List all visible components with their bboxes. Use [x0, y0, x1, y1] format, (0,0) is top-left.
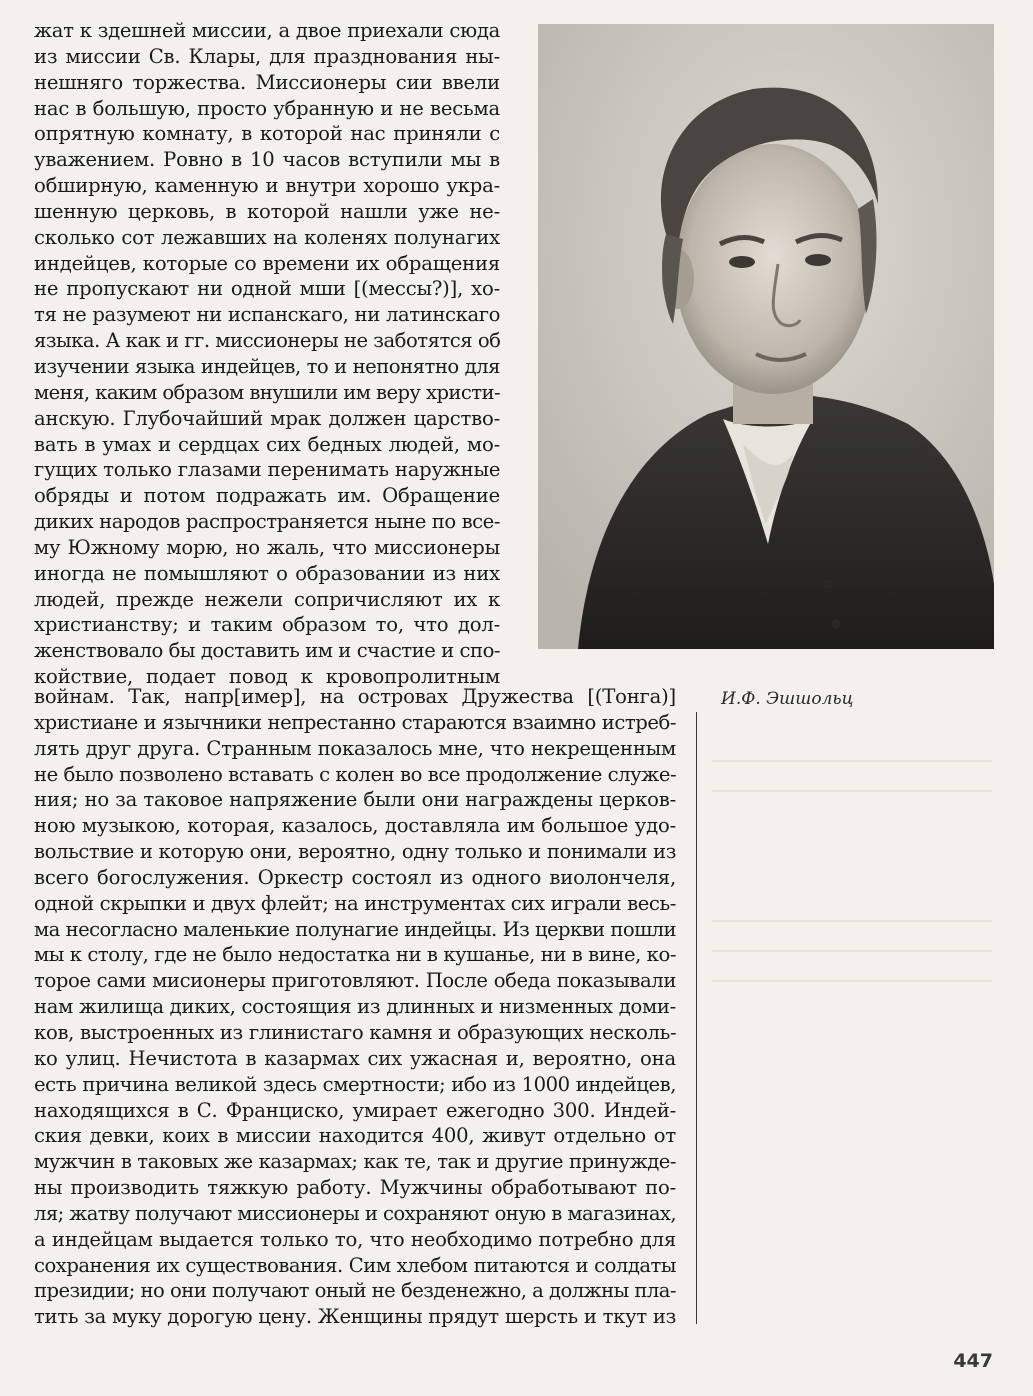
text-line: из миссии Св. Клары, для празднования ны-: [34, 44, 500, 68]
text-line: обширную, каменную и внутри хорошо укра-: [34, 174, 500, 198]
text-line: ския девки, коих в миссии находится 400, живут отдельно от: [34, 1124, 676, 1148]
page-number: 447: [953, 1350, 993, 1372]
text-line: людей, прежде нежели сопричисляют их к: [34, 587, 500, 611]
text-line: шенную церковь, в которой нашли уже не-: [34, 199, 500, 223]
text-line: вольствие и которую они, вероятно, одну только и понимали из: [34, 840, 676, 864]
text-line: койствие, подает повод к кровопролитным: [34, 665, 500, 689]
text-line: есть причина великой здесь смертности; ибо из 1000 индейцев,: [34, 1072, 676, 1096]
text-line: торое сами мисионеры приготовляют. После обеда показывали: [34, 969, 676, 993]
text-line: ния; но за таковое напряжение были они награждены церков-: [34, 788, 676, 812]
portrait-caption: И.Ф. Эшшольц: [721, 689, 854, 709]
text-line: тить за муку дорогую цену. Женщины прядут шерсть и ткут из: [34, 1305, 676, 1329]
text-line: лять друг друга. Странным показалось мне, что некрещенным: [34, 736, 676, 760]
text-line: одной скрыпки и двух флейт; на инструментах сих играли весь-: [34, 891, 676, 915]
text-line: находящихся в С. Франциско, умирает ежегодно 300. Индей-: [34, 1098, 676, 1122]
text-line: гущих только глазами перенимать наружные: [34, 458, 501, 482]
text-line: мы к столу, где не было недостатка ни в кушанье, ни в вине, ко-: [34, 943, 676, 967]
show-through-line: [712, 920, 992, 922]
show-through-line: [712, 980, 992, 982]
show-through-line: [712, 950, 992, 952]
text-line: уважением. Ровно в 10 часов вступили мы в: [34, 148, 500, 172]
portrait-image: [538, 24, 994, 649]
text-line: а индейцам выдается только то, что необходимо потребно для: [34, 1227, 676, 1251]
text-line: нешняго торжества. Миссионеры сии ввели: [34, 70, 500, 94]
text-line: женствовало бы доставить им и счастие и спо-: [34, 639, 500, 663]
text-line: индейцев, которые со времени их обращения: [34, 251, 500, 275]
text-line: обряды и потом подражать им. Обращение: [34, 484, 500, 508]
text-column-top: [34, 18, 500, 690]
text-line: ля; жатву получают миссионеры и сохраняют оную в магазинах,: [34, 1201, 676, 1225]
margin-rule: [696, 712, 697, 1324]
text-column-bottom: [34, 684, 676, 1330]
text-line: анскую. Глубочайший мрак должен царство-: [34, 406, 500, 430]
text-line: меня, каким образом внушили им веру христи-: [34, 380, 500, 404]
text-line: языка. А как и гг. миссионеры не заботятся об: [34, 329, 501, 353]
text-line: войнам. Так, напр[имер], на островах Дружества [(Тонга)]: [34, 685, 676, 708]
text-line: изучении языка индейцев, то и непонятно для: [34, 354, 500, 378]
text-line: сохранения их существования. Сим хлебом питаются и солдаты: [34, 1253, 676, 1277]
text-line: не было позволено вставать с колен во все продолжение служе-: [34, 762, 677, 786]
text-line: диких народов распространяется ныне по все-: [34, 510, 500, 534]
text-line: христиане и язычники непрестанно стараются взаимно истреб-: [34, 710, 676, 734]
text-line: президии; но они получают оный не безденежно, а должны пла-: [34, 1279, 676, 1303]
text-line: ко улиц. Нечистота в казармах сих ужасная и, вероятно, она: [34, 1046, 676, 1070]
portrait-drawing: [538, 24, 994, 649]
text-line: нас в большую, просто убранную и не весьма: [34, 96, 500, 120]
text-line: ков, выстроенных из глинистаго камня и образующих несколь-: [34, 1020, 677, 1044]
text-line: опрятную комнату, в которой нас приняли с: [34, 122, 500, 146]
text-line: вать в умах и сердцах сих бедных людей, мо-: [34, 432, 500, 456]
text-line: иногда не помышляют о образовании из них: [34, 561, 500, 585]
text-line: тя не разумеют ни испанскаго, ни латинскаго: [34, 303, 500, 327]
text-line: христианству; и таким образом то, что дол-: [34, 613, 500, 637]
text-line: ма несогласно маленькие полунагие индейцы. Из церкви пошли: [34, 917, 676, 941]
text-line: всего богослужения. Оркестр состоял из одного виолончеля,: [34, 865, 676, 889]
text-line: нам жилища диких, состоящия из длинных и низменных доми-: [34, 995, 676, 1019]
text-line: мужчин в таковых же казармах; как те, так и другие принужде-: [34, 1150, 676, 1174]
show-through-line: [712, 760, 992, 762]
text-line: не пропускают ни одной мши [(мессы?)], хо-: [34, 277, 500, 301]
text-line: жат к здешней миссии, а двое приехали сюда: [34, 19, 500, 42]
show-through-line: [712, 790, 992, 792]
text-line: му Южному морю, но жаль, что миссионеры: [34, 535, 500, 559]
text-line: сколько сот лежавших на коленях полунагих: [34, 225, 500, 249]
text-line: ною музыкою, которая, казалось, доставляла им большое удо-: [34, 814, 676, 838]
text-line: ны производить тяжкую работу. Мужчины обработывают по-: [34, 1176, 676, 1200]
